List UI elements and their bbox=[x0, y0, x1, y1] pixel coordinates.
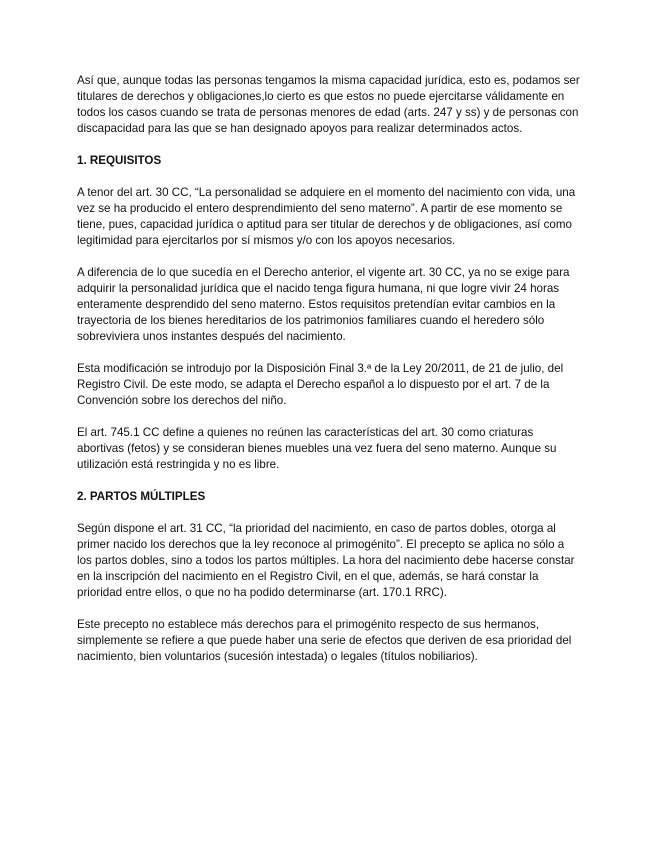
requisitos-paragraph-1: A tenor del art. 30 CC, “La personalidad se adquiere en el momento del nacimiento con vida, una vez se ha producido el entero desprendimiento del seno materno”. A partir de ese momento se tiene, pues, capacidad jurídica o aptitud para ser titular de derechos y de obligaciones, así como legitimidad para ejercitarlos por sí mismos y/o con los apoyos necesarios. bbox=[77, 186, 576, 247]
section-heading-partos-multiples: 2. PARTOS MÚLTIPLES bbox=[77, 490, 206, 503]
intro-paragraph: Así que, aunque todas las personas tengamos la misma capacidad jurídica, esto es, podamos ser titulares de derechos y obligaciones,lo cierto es que estos no puede ejercitarse válidamente en todos los casos cuando se trata de personas menores de edad (arts. 247 y ss) y de personas con discapacidad para las que se han designado apoyos para realizar determinados actos. bbox=[77, 74, 580, 135]
partos-paragraph-1: Según dispone el art. 31 CC, “la prioridad del nacimiento, en caso de partos dobles, otorga al primer nacido los derechos que la ley reconoce al primogénito”. El precepto se aplica no sólo a los partos dobles, sino a todos los partos múltiples. La hora del nacimiento debe hacerse constar en la inscripción del nacimiento en el Registro Civil, en el que, además, se hará constar la prioridad entre ellos, o que no ha podido determinarse (art. 170.1 RRC). bbox=[77, 522, 575, 599]
document-page bbox=[77, 73, 581, 681]
requisitos-paragraph-2: A diferencia de lo que sucedía en el Derecho anterior, el vigente art. 30 CC, ya no se exige para adquirir la personalidad jurídica que el nacido tenga figura humana, ni que logre vivir 24 horas enteramente desprendido del seno materno. Estos requisitos pretendían evitar cambios en la trayectoria de los bienes hereditarios de los patrimonios familiares cuando el heredero sólo sobreviviera unos instantes después del nacimiento. bbox=[77, 266, 570, 343]
requisitos-paragraph-3: Esta modificación se introdujo por la Disposición Final 3.ª de la Ley 20/2011, de 21 de julio, del Registro Civil. De este modo, se adapta el Derecho español a lo dispuesto por el art. 7 de la Convención sobre los derechos del niño. bbox=[77, 362, 564, 407]
requisitos-paragraph-4: El art. 745.1 CC define a quienes no reúnen las características del art. 30 como criaturas abortivas (fetos) y se consideran bienes muebles una vez fuera del seno materno. Aunque su utilización está restringida y no es libre. bbox=[77, 426, 557, 471]
section-heading-requisitos: 1. REQUISITOS bbox=[77, 154, 162, 167]
partos-paragraph-2: Este precepto no establece más derechos para el primogénito respecto de sus hermanos, simplemente se refiere a que puede haber una serie de efectos que deriven de esa prioridad del nacimiento, bien voluntarios (sucesión intestada) o legales (títulos nobiliarios). bbox=[77, 618, 572, 663]
